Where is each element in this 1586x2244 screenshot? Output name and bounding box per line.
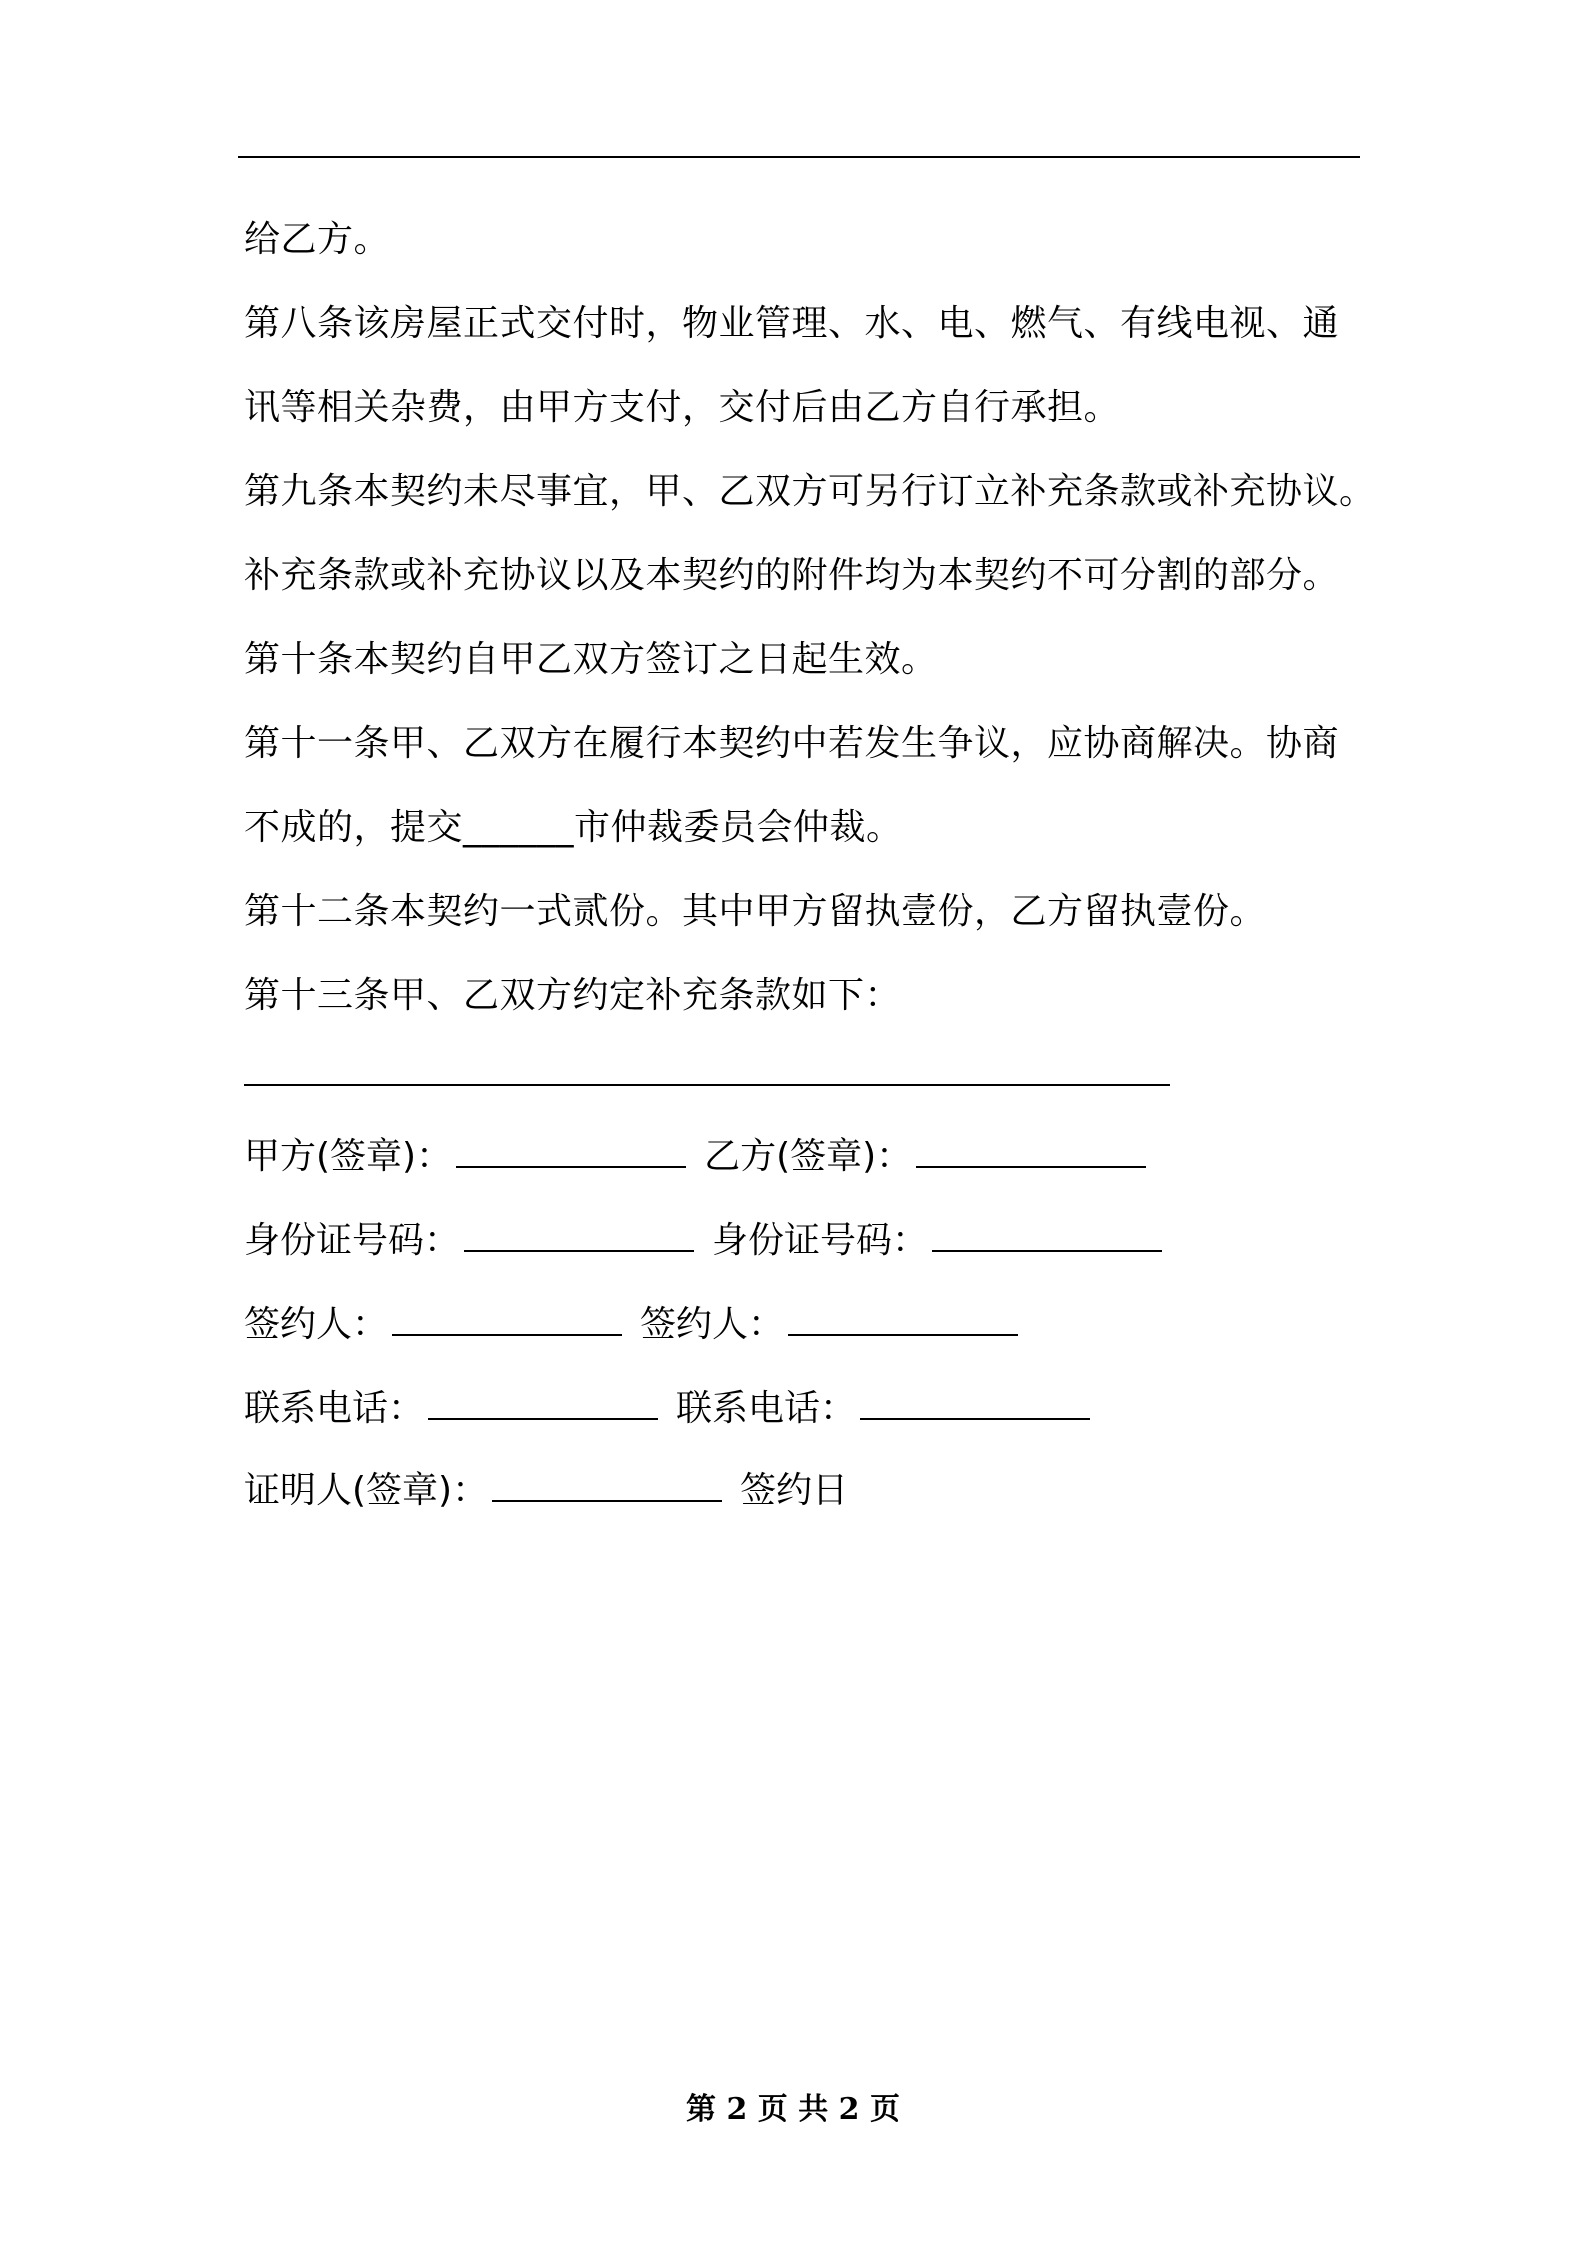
party-b-seal-label: 乙方(签章)：: [704, 1136, 913, 1177]
signature-row: [244, 1115, 1360, 1199]
paragraph-line: 讯等相关杂费，由甲方支付，交付后由乙方自行承担。: [244, 387, 1121, 428]
party-b-phone-blank[interactable]: [860, 1388, 1090, 1420]
signing-date-label: 签约日: [740, 1470, 849, 1511]
party-b-seal-blank[interactable]: [916, 1136, 1146, 1168]
party-a-id-label: 身份证号码：: [244, 1220, 461, 1261]
paragraph-line: 第十一条甲、乙双方在履行本契约中若发生争议，应协商解决。协商: [244, 723, 1340, 764]
party-b-signer-label: 签约人：: [640, 1304, 785, 1345]
signature-row: [244, 1367, 1360, 1451]
paragraph-line: 第九条本契约未尽事宜，甲、乙双方可另行订立补充条款或补充协议。: [244, 471, 1376, 512]
paragraph-line: 给乙方。: [244, 219, 391, 260]
party-a-phone-label: 联系电话：: [244, 1388, 425, 1429]
party-b-id-label: 身份证号码：: [712, 1220, 929, 1261]
witness-seal-label: 证明人(签章)：: [244, 1470, 489, 1511]
page-number: 第 2 页 共 2 页: [686, 2092, 900, 2127]
party-a-id-blank[interactable]: [464, 1220, 694, 1252]
header-rule: [238, 156, 1360, 158]
party-a-phone-blank[interactable]: [428, 1388, 658, 1420]
paragraph-line: 第十二条本契约一式贰份。其中甲方留执壹份，乙方留执壹份。: [244, 891, 1267, 932]
party-b-id-blank[interactable]: [932, 1220, 1162, 1252]
paragraph-line: 不成的，提交______市仲裁委员会仲裁。: [244, 807, 903, 848]
supplementary-terms-blank[interactable]: [244, 1084, 1170, 1086]
witness-seal-blank[interactable]: [492, 1470, 722, 1502]
party-a-signer-label: 签约人：: [244, 1304, 389, 1345]
party-b-signer-blank[interactable]: [788, 1304, 1018, 1336]
party-a-seal-label: 甲方(签章)：: [244, 1136, 453, 1177]
paragraph-line: 第十三条甲、乙双方约定补充条款如下：: [244, 975, 902, 1016]
party-a-signer-blank[interactable]: [392, 1304, 622, 1336]
contract-body: [244, 198, 1376, 1038]
party-a-seal-blank[interactable]: [456, 1136, 686, 1168]
signature-row: [244, 1451, 1360, 1531]
paragraph-line: 补充条款或补充协议以及本契约的附件均为本契约不可分割的部分。: [244, 555, 1340, 596]
signature-row: [244, 1199, 1360, 1283]
paragraph-line: 第八条该房屋正式交付时，物业管理、水、电、燃气、有线电视、通: [244, 303, 1340, 344]
party-b-phone-label: 联系电话：: [676, 1388, 857, 1429]
signature-row: [244, 1283, 1360, 1367]
paragraph-line: 第十条本契约自甲乙双方签订之日起生效。: [244, 639, 938, 680]
signature-block: [244, 1115, 1360, 1531]
